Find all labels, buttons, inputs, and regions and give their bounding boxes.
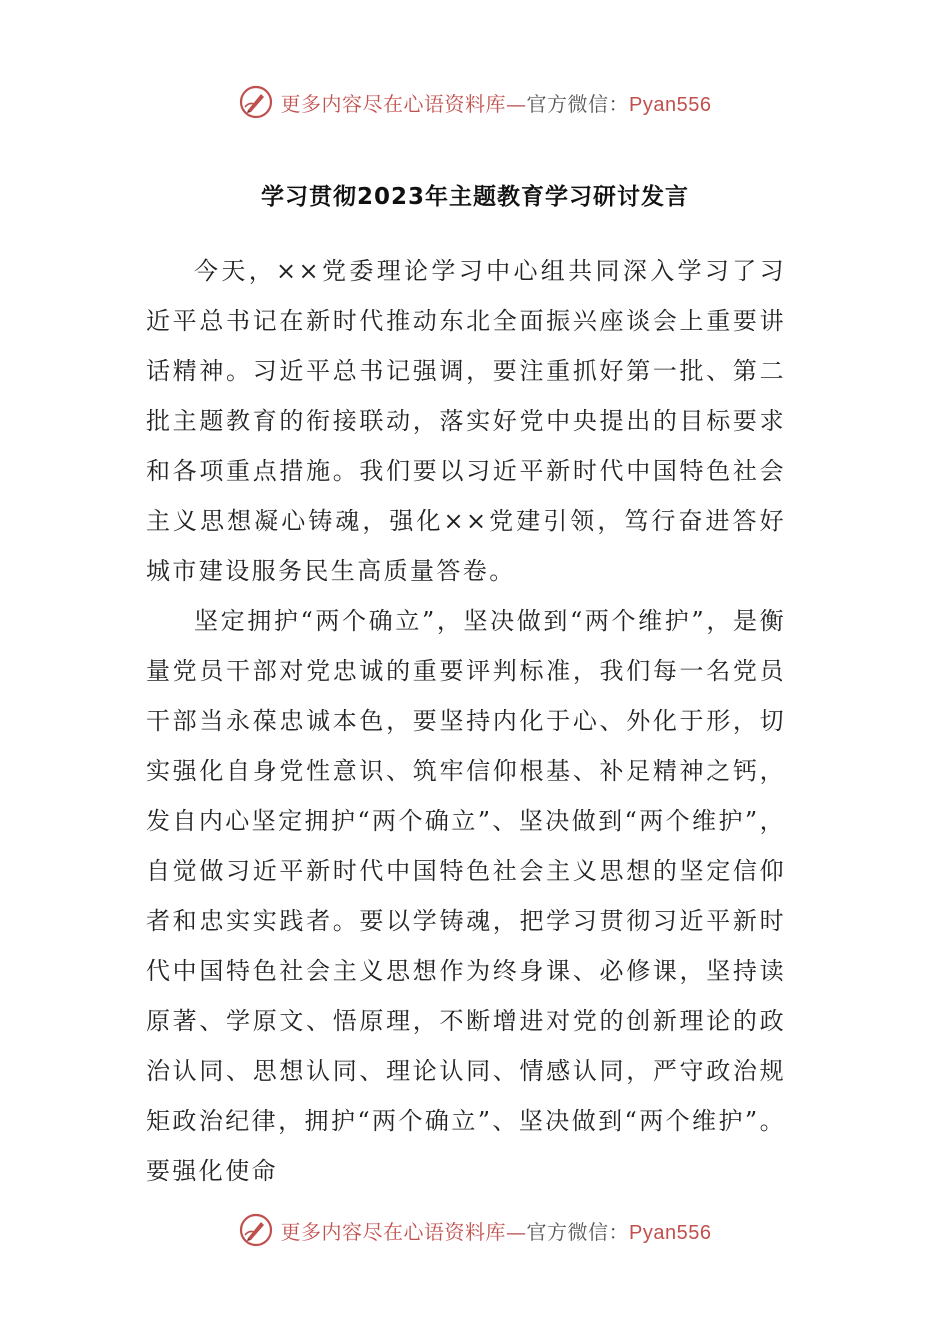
watermark-dash: —	[506, 1219, 527, 1244]
watermark-label: 官方微信：	[526, 1219, 630, 1244]
paragraph: 今天，××党委理论学习中心组共同深入学习了习近平总书记在新时代推动东北全面振兴座谈会上重要讲话精神。习近平总书记强调，要注重抓好第一批、第二批主题教育的衔接联动，落实好党中央提出的目标要求和各项重点措施。我们要以习近平新时代中国特色社会主义思想凝心铸魂，强化××党建引领，笃行奋进答好城市建设服务民生高质量答卷。	[146, 257, 786, 585]
pen-logo-icon	[239, 85, 273, 119]
watermark-handle: Pyan556	[629, 1221, 712, 1244]
watermark-text	[281, 88, 712, 117]
watermark-header	[0, 82, 950, 122]
watermark-label: 官方微信：	[526, 91, 630, 116]
pen-logo-icon	[239, 1213, 273, 1247]
watermark-text	[281, 1216, 712, 1245]
watermark-footer	[0, 1210, 950, 1250]
watermark-main-text: 更多内容尽在心语资料库	[280, 91, 507, 116]
paragraph: 坚定拥护“两个确立”，坚决做到“两个维护”，是衡量党员干部对党忠诚的重要评判标准，我们每一名党员干部当永葆忠诚本色，要坚持内化于心、外化于形，切实强化自身党性意识、筑牢信仰根基、补足精神之钙，发自内心坚定拥护“两个确立”、坚决做到“两个维护”，自觉做习近平新时代中国特色社会主义思想的坚定信仰者和忠实实践者。要以学铸魂，把学习贯彻习近平新时代中国特色社会主义思想作为终身课、必修课，坚持读原著、学原文、悟原理，不断增进对党的创新理论的政治认同、思想认同、理论认同、情感认同，严守政治规矩政治纪律，拥护“两个确立”、坚决做到“两个维护”。要强化使命	[146, 607, 786, 1185]
watermark-main-text: 更多内容尽在心语资料库	[280, 1219, 507, 1244]
watermark-dash: —	[506, 91, 527, 116]
document-body	[146, 246, 786, 1196]
watermark-handle: Pyan556	[629, 93, 712, 116]
document-title: 学习贯彻2023年主题教育学习研讨发言	[260, 184, 689, 210]
